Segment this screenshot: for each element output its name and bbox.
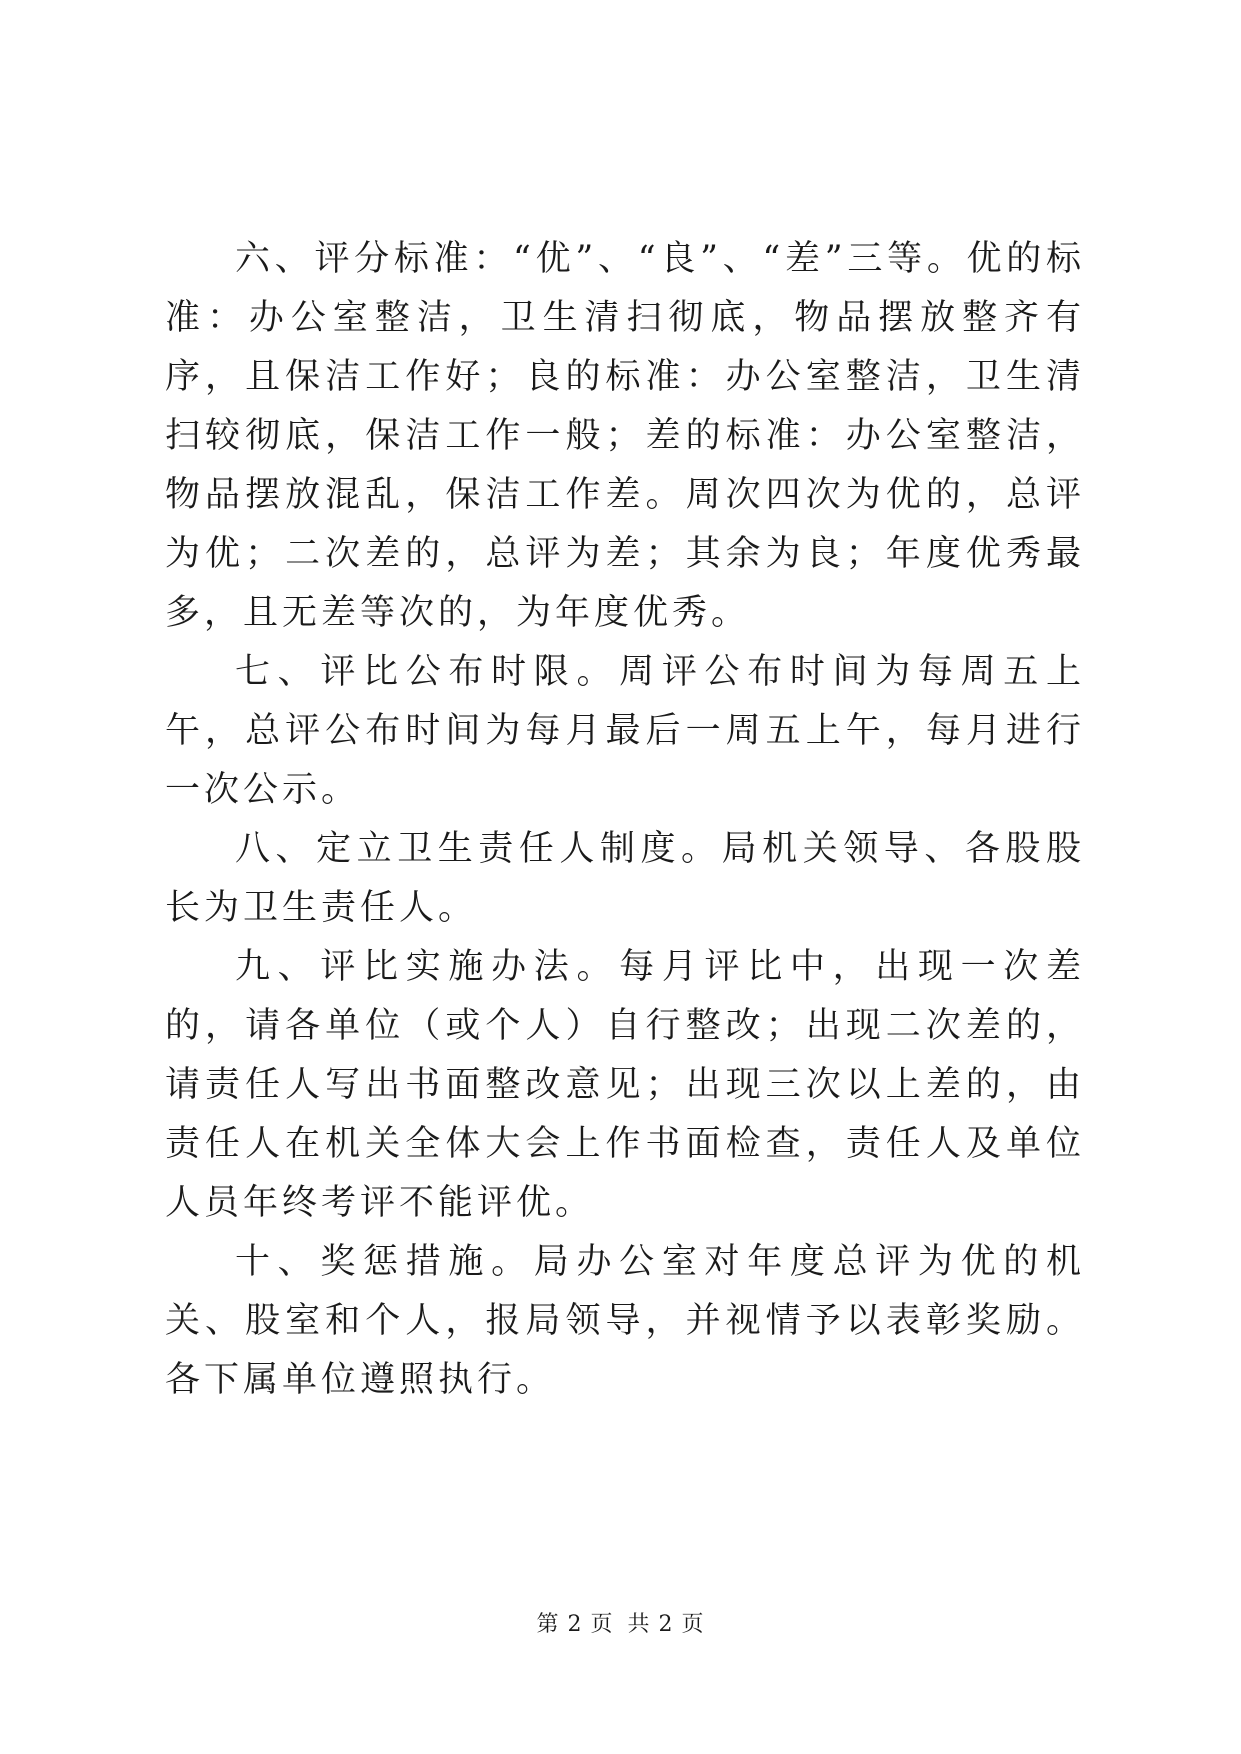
document-body [165,230,1085,1410]
paragraph-responsibility-system: 八、定立卫生责任人制度。局机关领导、各股股长为卫生责任人。 [165,829,1085,928]
page-footer [0,1610,1241,1640]
paragraph-rewards-penalties: 十、奖惩措施。局办公室对年度总评为优的机关、股室和个人，报局领导，并视情予以表彰奖励。各下属单位遵照执行。 [165,1242,1085,1400]
page-number-current: 第 2 页 [536,1612,614,1637]
paragraph-scoring-standard: 六、评分标准：“优”、“良”、“差”三等。优的标准：办公室整洁，卫生清扫彻底，物品摆放整齐有序，且保洁工作好；良的标准：办公室整洁，卫生清扫较彻底，保洁工作一般；差的标准：办公室整洁，物品摆放混乱，保洁工作差。周次四次为优的，总评为优；二次差的，总评为差；其余为良；年度优秀最多，且无差等次的，为年度优秀。 [165,239,1085,633]
paragraph-implementation-method: 九、评比实施办法。每月评比中，出现一次差的，请各单位（或个人）自行整改；出现二次差的，请责任人写出书面整改意见；出现三次以上差的，由责任人在机关全体大会上作书面检查，责任人及单位人员年终考评不能评优。 [165,947,1085,1223]
paragraph-publish-deadline: 七、评比公布时限。周评公布时间为每周五上午，总评公布时间为每月最后一周五上午，每月进行一次公示。 [165,652,1085,810]
page-number-total: 共 2 页 [627,1612,705,1637]
